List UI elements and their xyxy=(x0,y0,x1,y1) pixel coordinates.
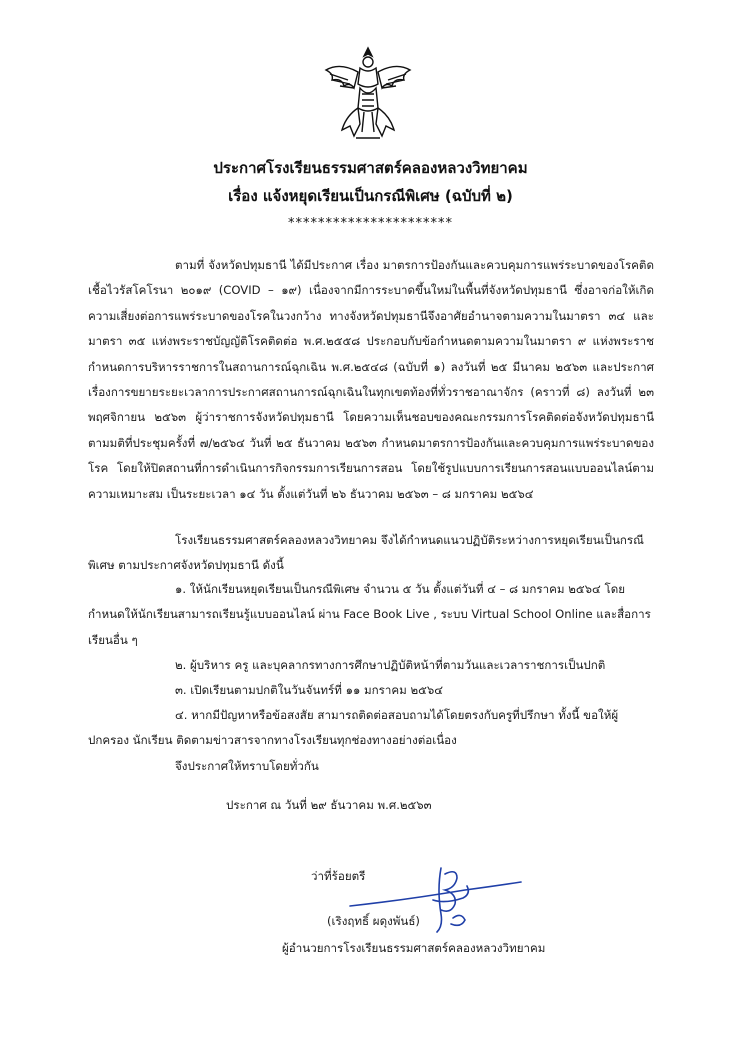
signer-name: (เริงฤทธิ์ ผดุงพันธ์) xyxy=(327,914,420,928)
list-item: ๒. ผู้บริหาร ครู และบุคลากรทางการศึกษาปฏิบัติหน้าที่ตามวันและเวลาราชการเป็นปกติ xyxy=(175,658,606,672)
body-paragraph-1: ตามที่ จังหวัดปทุมธานี ได้มีประกาศ เรื่อง มาตรการป้องกันและควบคุมการแพร่ระบาดของโรคติดเชื้อไวรัสโคโรนา ๒๐๑๙ (COVID – ๑๙) เนื่องจากมีการระบาดขึ้นใหม่ในพื้นที่จังหวัดปทุมธานี ซึ่งอาจก่อให้เกิดความเสี่ยงต่อการแพร่ระบาดของโรคในวงกว้าง ทางจังหวัดปทุมธานีจึงอาศัยอำนาจตามความในมาตรา ๓๔ และมาตรา ๓๕ แห่งพระราชบัญญัติโรคติดต่อ พ.ศ.๒๕๕๘ ประกอบกับข้อกำหนดตามความในมาตรา ๙ แห่งพระราชกำหนดการบริหารราชการในสถานการณ์ฉุกเฉิน พ.ศ.๒๕๔๘ (ฉบับที่ ๑) ลงวันที่ ๒๕ มีนาคม ๒๕๖๓ และประกาศเรื่องการขยายระยะเวลาการประกาศสถานการณ์ฉุกเฉินในทุกเขตท้องที่ทั่วราชอาณาจักร (คราวที่ ๘) ลงวันที่ ๒๓ พฤศจิกายน ๒๕๖๓ ผู้ว่าราชการจังหวัดปทุมธานี โดยความเห็นชอบของคณะกรรมการโรคติดต่อจังหวัดปทุมธานี ตามมติที่ประชุมครั้งที่ ๗/๒๕๖๔ วันที่ ๒๕ ธันวาคม ๒๕๖๓ กำหนดมาตรการป้องกันและควบคุมการแพร่ระบาดของโรค โดยให้ปิดสถานที่การดำเนินการกิจกรรมการเรียนการสอน โดยใช้รูปแบบการเรียนการสอนแบบออนไลน์ตามความเหมาะสม เป็นระยะเวลา ๑๔ วัน ตั้งแต่วันที่ ๒๖ ธันวาคม ๒๕๖๓ – ๘ มกราคม ๒๕๖๔ xyxy=(88,258,654,501)
list-item: ๔. หากมีปัญหาหรือข้อสงสัย สามารถติดต่อสอบถามได้โดยตรงกับครูที่ปรึกษา ทั้งนี้ ขอให้ผู้ปกครอง นักเรียน ติดตามข่าวสารจากทางโรงเรียนทุกช่องทางอย่างต่อเนื่อง xyxy=(88,708,619,748)
list-item: ๑. ให้นักเรียนหยุดเรียนเป็นกรณีพิเศษ จำนวน ๕ วัน ตั้งแต่วันที่ ๔ – ๘ มกราคม ๒๕๖๔ โดยกำหนดให้นักเรียนสามารถเรียนรู้แบบออนไลน์ ผ่าน Face Book Live , ระบบ Virtual School Online และสื่อการเรียนอื่น ๆ xyxy=(88,582,651,647)
signer-position: ผู้อำนวยการโรงเรียนธรรมศาสตร์คลองหลวงวิทยาคม xyxy=(282,941,546,955)
separator-line: ********************** xyxy=(288,216,453,231)
body-paragraph-2: โรงเรียนธรรมศาสตร์คลองหลวงวิทยาคม จึงได้กำหนดแนวปฏิบัติระหว่างการหยุดเรียนเป็นกรณีพิเศษ ตามประกาศจังหวัดปทุมธานี ดังนี้ xyxy=(88,533,644,573)
announcement-subject: เรื่อง แจ้งหยุดเรียนเป็นกรณีพิเศษ (ฉบับที่ ๒) xyxy=(228,187,513,205)
announcement-title: ประกาศโรงเรียนธรรมศาสตร์คลองหลวงวิทยาคม xyxy=(213,159,528,177)
list-item: ๓. เปิดเรียนตามปกติในวันจันทร์ที่ ๑๑ มกราคม ๒๕๖๔ xyxy=(175,683,444,697)
announcement-date: ประกาศ ณ วันที่ ๒๙ ธันวาคม พ.ศ.๒๕๖๓ xyxy=(226,798,432,812)
closing-statement: จึงประกาศให้ทราบโดยทั่วกัน xyxy=(175,759,319,773)
garuda-emblem-icon xyxy=(320,44,416,142)
signer-rank-label: ว่าที่ร้อยตรี xyxy=(311,869,366,883)
